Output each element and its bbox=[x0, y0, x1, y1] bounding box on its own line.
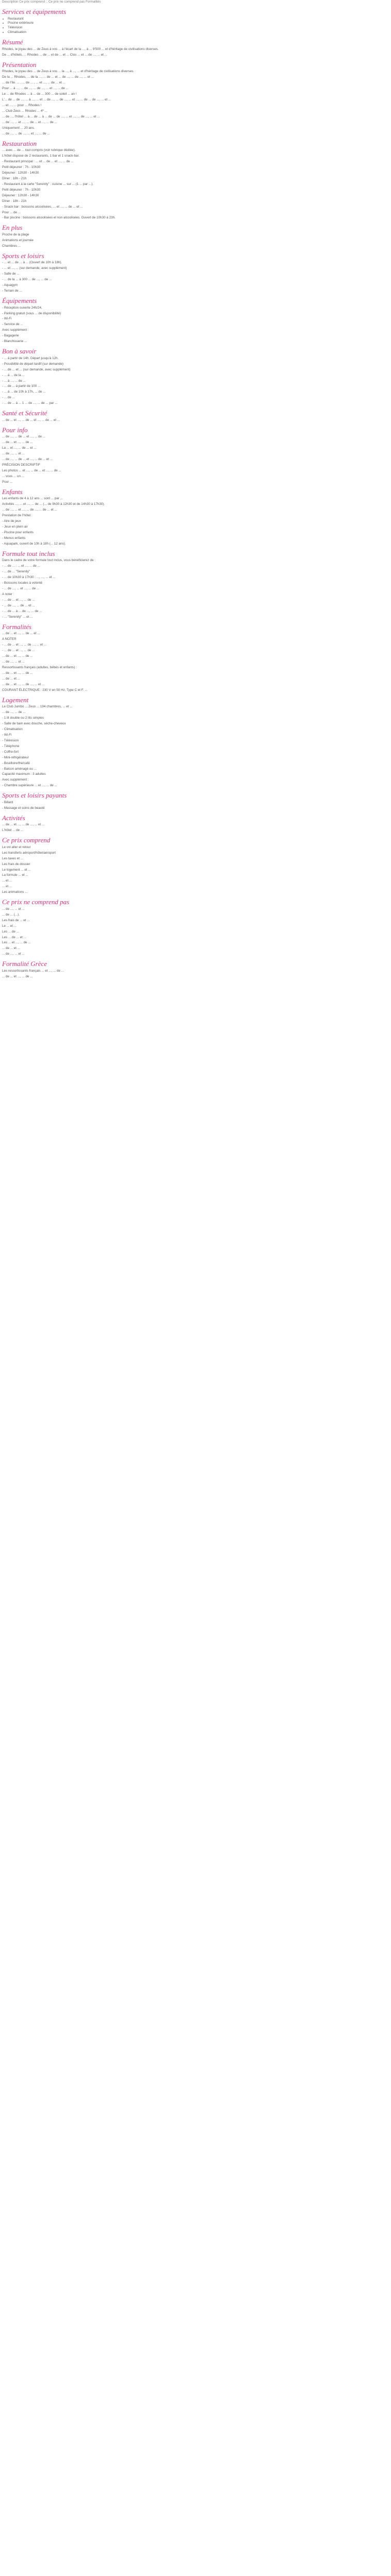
paragraph: - ... à ... de la ... bbox=[2, 373, 25, 377]
section-title: Formule tout inclus bbox=[2, 549, 55, 557]
paragraph: ... de ... et ..., ... de ... et ..., ... de ... et ... bbox=[2, 418, 60, 422]
paragraph: Petit déjeuner : 7h - 10h30 bbox=[2, 165, 41, 169]
paragraph: Les transferts aéroport/hôtel/aéroport bbox=[2, 851, 56, 855]
paragraph: Déjeuner : 12h30 - 14h30 bbox=[2, 171, 39, 175]
paragraph: ... de ... et ..., ... de ... bbox=[2, 654, 33, 658]
section-bon-a-savoir bbox=[2, 347, 389, 406]
paragraph: Pour ... à ..., ... de ..., ... de ..., ... et ..., ... de ... bbox=[2, 87, 69, 91]
section-formule-tout-inclus bbox=[2, 550, 389, 620]
paragraph: - Bagagerie bbox=[2, 334, 19, 338]
section-formalite-grece bbox=[2, 960, 389, 979]
sections-container bbox=[2, 8, 389, 979]
bullet-list bbox=[2, 17, 389, 36]
paragraph: COURANT ÉLECTRIQUE : 230 V en 50 Hz. Type C et F. ... bbox=[2, 688, 88, 692]
paragraph: ... de ..., ... et ... bbox=[2, 907, 25, 911]
paragraph: Animations et journée bbox=[2, 238, 34, 242]
paragraph: Les frais de ... et ... bbox=[2, 918, 30, 922]
paragraph: - Terrain de ... bbox=[2, 289, 22, 293]
paragraph: - ... à ... de 10h à 17h, ... de ... bbox=[2, 390, 46, 394]
section-enfants bbox=[2, 488, 389, 547]
paragraph: L'hôtel dispose de 2 restaurants, 1 bar et 1 snack-bar. bbox=[2, 154, 79, 158]
page bbox=[0, 0, 391, 984]
paragraph: - Bar piscine : boissons alcoolisées et non alcoolisées. Ouvert de 10h30 à 23h. bbox=[2, 216, 116, 220]
section-title: Enfants bbox=[2, 487, 23, 496]
paragraph: - Jeux en plein air bbox=[2, 525, 28, 529]
paragraph: ... de ... et ..., ... de ... et ... bbox=[2, 632, 40, 636]
paragraph: Avec supplément : bbox=[2, 778, 29, 782]
section-resume bbox=[2, 38, 389, 57]
paragraph: De ... d'hôtels, ... Rhodes ... de ... et de ... et ... Clos ... et ... de ..., ... et ... bbox=[2, 53, 107, 57]
paragraph: ... Club Zeus ... Rhodes ... 4* ... bbox=[2, 109, 47, 113]
paragraph: ... de ... et ... bbox=[2, 946, 20, 951]
section-title: Sports et loisirs payants bbox=[2, 791, 67, 800]
paragraph: - Wi-Fi bbox=[2, 317, 12, 321]
paragraph: Le logement ... et ... bbox=[2, 868, 31, 872]
paragraph: La formule ... et ... bbox=[2, 873, 28, 877]
paragraph: Petit déjeuner : 7h - 10h30 bbox=[2, 188, 41, 192]
paragraph: ... de ..., ... et ..., ... de ..., ... de ... et ... bbox=[2, 508, 57, 512]
paragraph: - Aquagym bbox=[2, 283, 18, 287]
paragraph: Le ... de Rhodes ... à ... de ... 300 ... de soleil ... an ! bbox=[2, 92, 77, 96]
paragraph: - ... de ..., ... de ... et ... bbox=[2, 603, 35, 607]
paragraph: - ... de ... : ... et ..., ... de ... bbox=[2, 564, 40, 568]
paragraph: - Restaurant principal : ... et ... de ... et ..., ... de ... bbox=[2, 160, 74, 164]
paragraph: - ... de ... à ... de ..., ... de ... bbox=[2, 609, 42, 613]
paragraph: - ... de 10h30 à 17h30 : ..., ..., ... et ... bbox=[2, 575, 56, 580]
paragraph: Dans le cadre de votre formule tout inclus, vous bénéficierez de : bbox=[2, 558, 95, 563]
paragraph: - 1 lit double ou 2 lits simples bbox=[2, 716, 44, 720]
paragraph: ... et ..., ... pour ... Rhodes ! bbox=[2, 103, 42, 107]
paragraph: - Chambre supérieure ... et ..., ... de ... bbox=[2, 784, 57, 788]
paragraph: - ... à partir de 14h. Départ jusqu'à 12h. bbox=[2, 356, 59, 360]
section-title: Restauration bbox=[2, 139, 37, 147]
paragraph: Le Club Jumbo ... Zeus ... 194 chambres, ... et ... bbox=[2, 705, 73, 709]
section-logement bbox=[2, 696, 389, 789]
paragraph: Dîner : 18h - 21h bbox=[2, 176, 27, 180]
paragraph: - ... de ... et ..., ... de ... bbox=[2, 598, 35, 602]
paragraph: - ... "Serenity" ... et ... bbox=[2, 615, 33, 619]
paragraph: - Balcon aménagé ou ... bbox=[2, 767, 37, 771]
paragraph: - Menus enfants bbox=[2, 536, 26, 540]
paragraph: L'... de ... de ..., ... à ..., ... et ... de ..., ... de ..., ... et ..., ... de ... de ..., ... et ... bbox=[2, 98, 111, 102]
paragraph: ... et ... bbox=[2, 885, 12, 889]
section-services-et-equipements bbox=[2, 8, 389, 35]
paragraph: Pour ... bbox=[2, 480, 13, 484]
paragraph: Le vol aller et retour bbox=[2, 845, 31, 849]
paragraph: Ressortissants français (adultes, bébés et enfants) : bbox=[2, 665, 77, 669]
paragraph: - Restaurant à la carte "Serenity" : cuisine ... sur ... (1 ... par ...). bbox=[2, 182, 94, 186]
paragraph: - Mini-réfrigérateur bbox=[2, 755, 29, 759]
section-sports-et-loisirs bbox=[2, 252, 389, 294]
paragraph: - Snack bar : boissons alcoolisées, ... et ..., ... de ... et ... bbox=[2, 205, 83, 209]
section-title: Formalité Grèce bbox=[2, 960, 47, 968]
paragraph: ... de ..., ... de ..., ... et ..., ... de ... bbox=[2, 131, 50, 135]
paragraph: - Salle de ... bbox=[2, 272, 20, 276]
paragraph: PRÉCISION DESCRIPTIF bbox=[2, 463, 40, 467]
paragraph: ... de ... et ... bbox=[2, 676, 20, 681]
paragraph: - ... de ... à ... 1 ... de ..., ... de ... par ... bbox=[2, 401, 58, 405]
paragraph: - Télévision bbox=[2, 738, 19, 742]
section-title: En plus bbox=[2, 224, 23, 232]
paragraph: - ... et ... de ... à ... (Ouvert de 10h à 18h). bbox=[2, 261, 62, 265]
paragraph: ... de ..., ... de ... et ..., ... de ... et ... bbox=[2, 457, 53, 462]
paragraph: Les photos ... et ..., ... de ... et ..., ... de ... bbox=[2, 468, 61, 472]
paragraph: - ... de ... bbox=[2, 396, 15, 400]
paragraph: ... de ..., ... et ... bbox=[2, 952, 25, 956]
paragraph: Déjeuner : 12h30 - 14h30 bbox=[2, 193, 39, 197]
paragraph: ... de ... et ..., ... de ..., ... et ... bbox=[2, 682, 45, 686]
section-title: Formalités bbox=[2, 622, 32, 631]
paragraph: - Possibilité de départ tardif (sur demande) bbox=[2, 362, 63, 366]
section-title: Équipements bbox=[2, 297, 37, 304]
section-title: Résumé bbox=[2, 38, 23, 46]
paragraph: - Parking gratuit (sous ... de disponibilité) bbox=[2, 311, 61, 315]
paragraph: - Aire de jeux bbox=[2, 519, 21, 523]
paragraph: - ... de ... "Serenity" bbox=[2, 570, 30, 574]
paragraph: ... de ..., ... de ... et ..., ... de ... bbox=[2, 435, 45, 439]
section-title: Logement bbox=[2, 696, 29, 704]
paragraph: - ... de ..., ... et ..., ... de ... bbox=[2, 587, 40, 591]
paragraph: ... de ... et ..., ... de ... bbox=[2, 671, 33, 675]
paragraph: Les ... de ... bbox=[2, 929, 19, 934]
paragraph: Dîner : 18h - 21h bbox=[2, 199, 27, 203]
list-item: • Restaurant bbox=[8, 17, 389, 22]
paragraph: De la ... Rhodes, ... de la ..., ... de ... et ... de ..., ... de ..., ... et ... bbox=[2, 75, 94, 79]
paragraph: La ... et ..., ... de ... et ... bbox=[2, 446, 37, 450]
paragraph: ... et ... bbox=[2, 879, 12, 883]
section-title: Ce prix comprend bbox=[2, 836, 51, 844]
paragraph: - ... de ... à partir de 100 ... bbox=[2, 384, 41, 388]
paragraph: ... vous ... un ... bbox=[2, 474, 25, 478]
paragraph: - ... et ..., ... (sur demande, avec supplément) bbox=[2, 266, 67, 270]
paragraph: Avec supplément : bbox=[2, 328, 29, 332]
paragraph: ... de l'île. ... , ... de ... , ... et ..., ... de ... et ... bbox=[2, 81, 66, 85]
section-restauration bbox=[2, 140, 389, 221]
paragraph: - Massage et soins de beauté bbox=[2, 806, 45, 810]
paragraph: Les animations ... bbox=[2, 890, 28, 894]
section-title: Activités bbox=[2, 814, 25, 822]
paragraph: ... avec ... de ... tout compris (voir rubrique dédiée). bbox=[2, 148, 76, 152]
paragraph: - Aquapark, ouvert de 10h à 18h (... 12 ans). bbox=[2, 541, 66, 546]
paragraph: Le ... et ... bbox=[2, 924, 17, 928]
paragraph: Capacité maximum : 3 adultes bbox=[2, 772, 46, 776]
section-title: Bon à savoir bbox=[2, 347, 37, 355]
section-pour-info bbox=[2, 426, 389, 485]
section-title: Santé et Sécurité bbox=[2, 409, 47, 417]
paragraph: ... de ..., ... et ... bbox=[2, 452, 25, 456]
paragraph: - ... de la ... à 300 ... de ..., ... de ... bbox=[2, 278, 52, 282]
paragraph: - Climatisation bbox=[2, 727, 23, 731]
paragraph: L'hôtel ... de ... bbox=[2, 828, 24, 833]
paragraph: Les taxes et ... bbox=[2, 856, 23, 860]
section-title: Sports et loisirs bbox=[2, 251, 44, 260]
paragraph: Les frais de dossier bbox=[2, 862, 30, 866]
section-title: Présentation bbox=[2, 60, 37, 69]
section-formalites bbox=[2, 623, 389, 693]
paragraph: - Piscine pour enfants bbox=[2, 530, 34, 534]
list-item: • Piscine extérieure bbox=[8, 21, 389, 26]
paragraph: - Bouilloire/thé/café bbox=[2, 761, 30, 765]
list-item: • Climatisation bbox=[8, 30, 389, 35]
description-line: Description Ce prix comprend :, Ce prix ne comprend pas Formalités bbox=[2, 0, 101, 4]
section-ce-prix-ne-comprend-pas bbox=[2, 898, 389, 957]
paragraph: - ... de ... et ..., ... de ..., ... et ... bbox=[2, 643, 47, 647]
paragraph: - ... de ... et ..., ... de ... bbox=[2, 649, 35, 653]
paragraph: ... de ... et ..., ... de ... bbox=[2, 440, 33, 445]
paragraph: - ... à ..., ... de ... bbox=[2, 379, 26, 383]
paragraph: Rhodes, le joyau des ... de Zeus à vos ... à l'écart de la ..., à ... 9'500 ... et d'héritage de civilisations diverses. bbox=[2, 47, 159, 51]
section-presentation bbox=[2, 61, 389, 137]
list-item: • Télévision bbox=[8, 26, 389, 30]
paragraph: Les ... de ... et ... bbox=[2, 935, 26, 939]
paragraph: Proche de la plage bbox=[2, 232, 29, 236]
paragraph: ... de ... (...). bbox=[2, 912, 20, 917]
section-ce-prix-comprend bbox=[2, 836, 389, 895]
section-sante-et-securite bbox=[2, 409, 389, 423]
paragraph: - ... de ... et ... (sur demande, avec supplément) bbox=[2, 367, 71, 371]
paragraph: A noter : bbox=[2, 592, 14, 596]
paragraph: ... de ..., l'hôtel ... à ... de ... à ... de ... de ..., ... et ..., ... de ..., ... et ... bbox=[2, 114, 100, 118]
paragraph: - Boissons locales à volonté bbox=[2, 581, 43, 585]
paragraph: ... de ..., ... de ... bbox=[2, 710, 26, 715]
section-activites bbox=[2, 814, 389, 833]
paragraph: - Blanchisserie ... bbox=[2, 340, 27, 344]
paragraph: Les ressortissants français ... et ..., ... de ... bbox=[2, 969, 64, 973]
section-sports-et-loisirs-payants bbox=[2, 791, 389, 810]
paragraph: - Billard bbox=[2, 800, 13, 804]
paragraph: - Salle de bain avec douche, sèche-cheveux bbox=[2, 722, 66, 725]
paragraph: - Wi-Fi bbox=[2, 733, 12, 737]
paragraph: - Coffre-fort bbox=[2, 750, 19, 754]
section-title: Pour info bbox=[2, 426, 28, 434]
paragraph: Uniquement ... 20 ans. bbox=[2, 126, 35, 130]
section-title: Services et équipements bbox=[2, 7, 67, 15]
paragraph: Pour ... de ... bbox=[2, 210, 21, 214]
paragraph: ... de ... et ..., ... de ..., ... et ... bbox=[2, 823, 45, 827]
paragraph: A NOTER bbox=[2, 637, 17, 641]
paragraph: Activités ..., ... et ..., ... de ... (... de 9h30 à 12h30 et de 14h30 à 17h30). bbox=[2, 502, 105, 506]
paragraph: Rhodes, le joyau des ... de Zeus à vos ... la ..., à ..., ... et d'héritage de civilisations diverses. bbox=[2, 70, 135, 74]
section-equipements bbox=[2, 297, 389, 344]
paragraph: - Téléphone bbox=[2, 744, 20, 748]
section-en-plus bbox=[2, 224, 389, 248]
paragraph: Les enfants de 4 à 12 ans ... sont ... par ... bbox=[2, 497, 63, 501]
paragraph: Les ... et ..., ... de ... bbox=[2, 941, 31, 945]
paragraph: Chambres ... bbox=[2, 244, 21, 248]
paragraph: - Réception ouverte 24h/24, bbox=[2, 306, 42, 310]
paragraph: ... de ..., ... et ... bbox=[2, 659, 25, 664]
paragraph: ... de ... et ..., ... de ... bbox=[2, 974, 33, 978]
paragraph: - Service de ... bbox=[2, 323, 23, 327]
section-title: Ce prix ne comprend pas bbox=[2, 898, 70, 906]
paragraph: Prestation de l'hôtel : bbox=[2, 514, 32, 518]
paragraph: ... de ..., ... et ..., ... de ... et ..., ... de ... bbox=[2, 120, 57, 124]
